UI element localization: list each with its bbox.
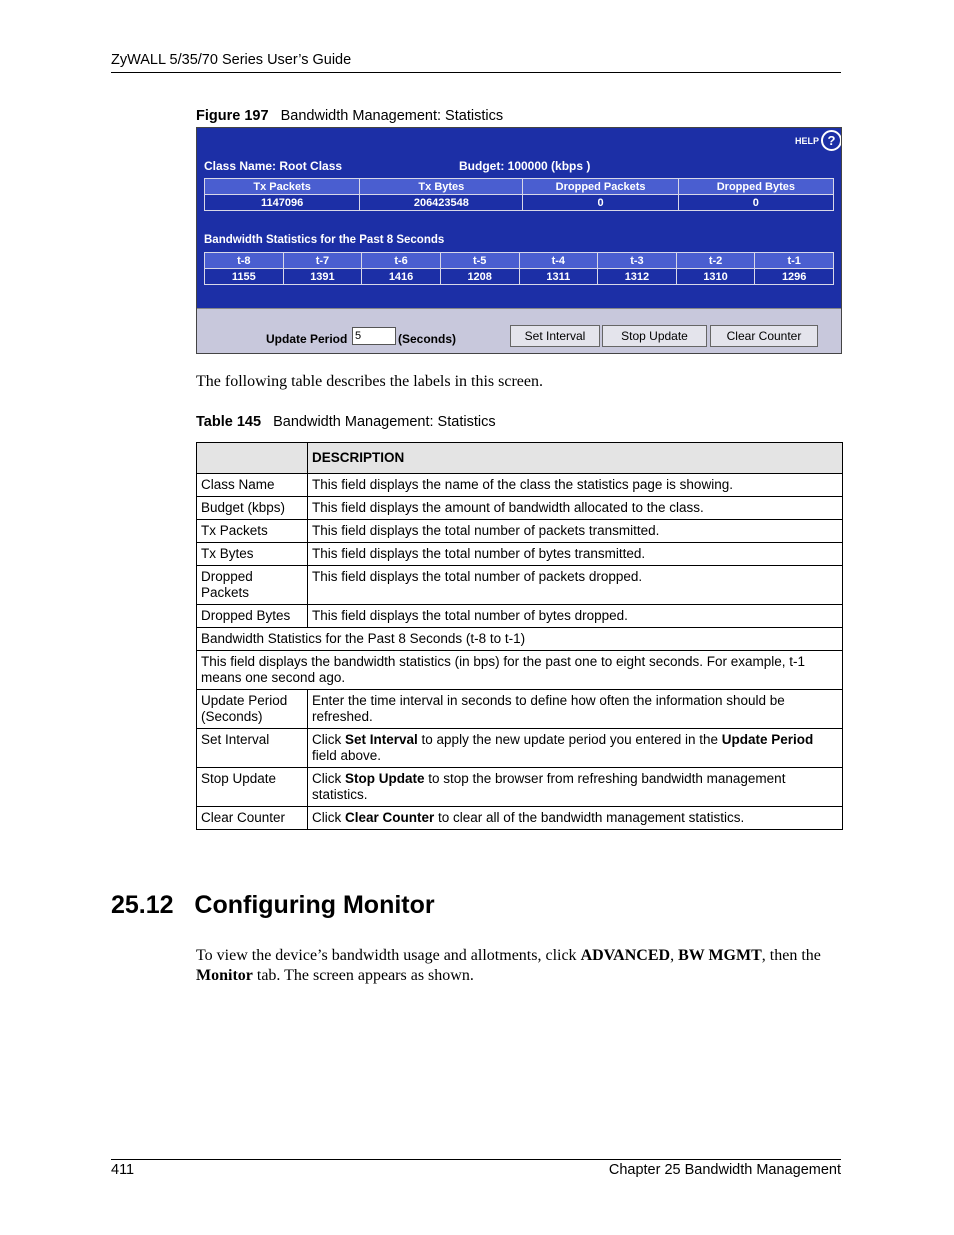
table-caption xyxy=(196,414,496,430)
intro-paragraph: The following table describes the labels in this screen. xyxy=(196,373,544,390)
past-header-cell: t-6 xyxy=(362,253,441,269)
section-heading xyxy=(111,891,435,920)
row-description: This field displays the name of the class the statistics page is showing. xyxy=(308,474,843,497)
table-row xyxy=(197,605,843,628)
text-run: To view the device’s bandwidth usage and allotments, click xyxy=(196,947,581,964)
table-row xyxy=(197,543,843,566)
table-title: Bandwidth Management: Statistics xyxy=(273,414,496,430)
text-run: , then the xyxy=(761,947,821,964)
section-title: Configuring Monitor xyxy=(194,891,435,919)
summary-table xyxy=(204,178,834,211)
past-stats-title: Bandwidth Statistics for the Past 8 Seconds xyxy=(204,234,445,246)
past-header-cell: t-8 xyxy=(205,253,284,269)
row-label: Stop Update xyxy=(197,768,308,807)
update-period-input[interactable] xyxy=(352,327,396,345)
table-header-row xyxy=(197,443,843,474)
row-description: This field displays the total number of packets dropped. xyxy=(308,566,843,605)
bold-run: Monitor xyxy=(196,967,253,984)
label-header-cell xyxy=(197,443,308,474)
summary-value-cell: 0 xyxy=(523,195,678,211)
set-interval-button[interactable]: Set Interval xyxy=(510,325,600,347)
summary-header-cell: Tx Packets xyxy=(205,179,360,195)
row-label-text: Dropped Packets xyxy=(201,569,253,600)
row-label: Dropped Bytes xyxy=(197,605,308,628)
header-rule xyxy=(111,72,841,73)
footer-chapter: Chapter 25 Bandwidth Management xyxy=(608,1162,841,1178)
past-value-cell: 1155 xyxy=(205,269,284,285)
summary-value-cell: 206423548 xyxy=(360,195,523,211)
row-label: Set Interval xyxy=(197,729,308,768)
summary-header-cell: Dropped Bytes xyxy=(678,179,833,195)
text-run: Click xyxy=(312,771,345,786)
past-header-cell: t-5 xyxy=(440,253,519,269)
table-row xyxy=(197,566,843,605)
past-value-cell: 1416 xyxy=(362,269,441,285)
row-description: This field displays the amount of bandwidth allocated to the class. xyxy=(308,497,843,520)
past-header-cell: t-3 xyxy=(598,253,677,269)
table-row xyxy=(197,690,843,729)
budget-label: Budget: 100000 (kbps ) xyxy=(459,159,591,173)
table-row xyxy=(197,729,843,768)
row-description xyxy=(308,729,843,768)
row-description xyxy=(308,768,843,807)
row-label: Tx Packets xyxy=(197,520,308,543)
section-number: 25.12 xyxy=(111,891,174,919)
row-description xyxy=(308,807,843,830)
bold-run: Clear Counter xyxy=(345,810,435,825)
footer-rule xyxy=(111,1159,841,1160)
control-bar xyxy=(197,308,841,354)
row-label xyxy=(197,566,308,605)
row-description: Enter the time interval in seconds to define how often the information should be refreshed. xyxy=(308,690,843,729)
row-description: This field displays the total number of bytes transmitted. xyxy=(308,543,843,566)
text-run: to apply the new update period you entered in the xyxy=(417,732,722,747)
help-label[interactable]: HELP xyxy=(795,136,820,146)
clear-counter-button[interactable]: Clear Counter xyxy=(710,325,818,347)
figure-label: Figure 197 xyxy=(196,108,269,124)
text-run: Click xyxy=(312,732,345,747)
class-name-label: Class Name: Root Class xyxy=(204,159,343,173)
bold-run: BW MGMT xyxy=(678,947,762,964)
table-row xyxy=(197,651,843,690)
past-value-cell: 1391 xyxy=(283,269,362,285)
running-header: ZyWALL 5/35/70 Series User’s Guide xyxy=(111,52,352,68)
row-description: This field displays the total number of bytes dropped. xyxy=(308,605,843,628)
figure-title: Bandwidth Management: Statistics xyxy=(280,108,504,124)
table-row xyxy=(197,497,843,520)
past-value-cell: 1310 xyxy=(676,269,755,285)
description-table xyxy=(196,442,843,830)
span-row-description: This field displays the bandwidth statistics (in bps) for the past one to eight seconds. For example, t-1 means one second ago. xyxy=(197,651,843,690)
past-value-cell: 1312 xyxy=(598,269,677,285)
text-run: to clear all of the bandwidth management statistics. xyxy=(434,810,745,825)
text-run: field above. xyxy=(312,748,382,763)
row-label: Update Period (Seconds) xyxy=(197,690,308,729)
table-row xyxy=(197,768,843,807)
row-label: Tx Bytes xyxy=(197,543,308,566)
help-icon[interactable]: ? xyxy=(821,130,842,151)
past-header-row xyxy=(205,253,834,269)
bold-run: ADVANCED xyxy=(580,947,671,964)
bandwidth-statistics-screen xyxy=(196,127,842,354)
table-row xyxy=(197,628,843,651)
past-value-cell: 1311 xyxy=(519,269,598,285)
summary-header-cell: Dropped Packets xyxy=(523,179,678,195)
summary-header-row xyxy=(205,179,834,195)
text-run: to stop the browser from refreshing bandwidth management statistics. xyxy=(312,771,786,802)
table-label: Table 145 xyxy=(196,414,262,430)
past-header-cell: t-7 xyxy=(283,253,362,269)
text-run: , xyxy=(670,947,679,964)
bold-run: Set Interval xyxy=(345,732,418,747)
table-row xyxy=(197,807,843,830)
table-row xyxy=(197,520,843,543)
text-run: tab. The screen appears as shown. xyxy=(252,967,474,984)
past-header-cell: t-1 xyxy=(755,253,834,269)
page-number: 411 xyxy=(111,1162,135,1178)
past-value-row xyxy=(205,269,834,285)
summary-value-cell: 1147096 xyxy=(205,195,360,211)
figure-caption xyxy=(196,108,503,124)
summary-header-cell: Tx Bytes xyxy=(360,179,523,195)
past-header-cell: t-2 xyxy=(676,253,755,269)
row-label: Budget (kbps) xyxy=(197,497,308,520)
summary-value-row xyxy=(205,195,834,211)
past-value-cell: 1296 xyxy=(755,269,834,285)
row-label: Class Name xyxy=(197,474,308,497)
past-value-cell: 1208 xyxy=(440,269,519,285)
bold-run: Update Period xyxy=(721,732,814,747)
past-header-cell: t-4 xyxy=(519,253,598,269)
row-description: This field displays the total number of packets transmitted. xyxy=(308,520,843,543)
seconds-label: (Seconds) xyxy=(398,332,457,346)
span-row-title: Bandwidth Statistics for the Past 8 Seconds (t-8 to t-1) xyxy=(197,628,843,651)
past-stats-table xyxy=(204,252,834,285)
bold-run: Stop Update xyxy=(345,771,425,786)
description-header: DESCRIPTION xyxy=(308,443,843,474)
update-period-label: Update Period xyxy=(266,332,348,346)
row-label: Clear Counter xyxy=(197,807,308,830)
section-paragraph xyxy=(196,946,842,986)
table-row xyxy=(197,474,843,497)
text-run: Click xyxy=(312,810,345,825)
stop-update-button[interactable]: Stop Update xyxy=(602,325,707,347)
summary-value-cell: 0 xyxy=(678,195,833,211)
